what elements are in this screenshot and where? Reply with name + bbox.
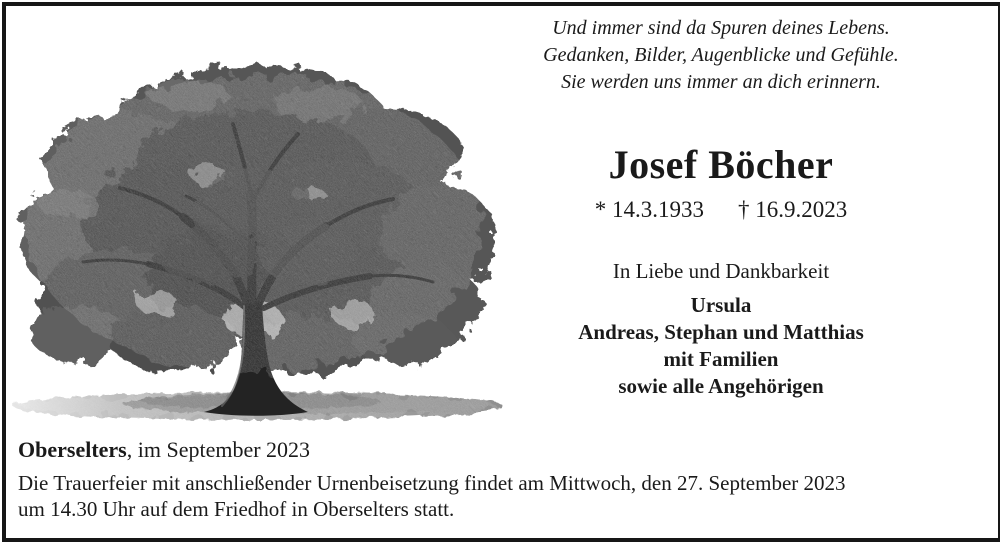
tree-leaf-texture	[25, 74, 481, 374]
life-dates	[445, 196, 997, 223]
city-date-suffix: , im September 2023	[126, 437, 311, 462]
verse-line: Und immer sind da Spuren deines Lebens.	[552, 17, 890, 39]
announcement-line: Die Trauerfeier mit anschließender Urnenbeisetzung findet am Mittwoch, den 27. September 2023	[18, 471, 846, 495]
tree-image	[8, 54, 508, 432]
city-date-line	[18, 437, 993, 463]
deceased-name: Josef Böcher	[608, 142, 834, 187]
footer-announcement	[18, 437, 993, 522]
mourners-list	[445, 292, 997, 400]
birth-date: * 14.3.1933	[594, 197, 704, 222]
death-date: † 16.9.2023	[738, 197, 848, 222]
mourner-line: mit Familien	[663, 347, 779, 371]
tribute-intro: In Liebe und Dankbarkeit	[612, 259, 830, 283]
mourner-line: Andreas, Stephan und Matthias	[578, 320, 864, 344]
mourner-line: Ursula	[690, 293, 752, 317]
funeral-announcement	[18, 470, 993, 522]
verse-line: Sie werden uns immer an dich erinnern.	[561, 71, 881, 93]
tree-photo-svg	[8, 54, 508, 432]
mourner-line: sowie alle Angehörigen	[618, 374, 824, 398]
announcement-line: um 14.30 Uhr auf dem Friedhof in Oberselters statt.	[18, 497, 455, 521]
verse-line: Gedanken, Bilder, Augenblicke und Gefühle.	[543, 44, 899, 66]
city-name: Oberselters	[18, 437, 127, 462]
memorial-verse	[445, 15, 997, 96]
